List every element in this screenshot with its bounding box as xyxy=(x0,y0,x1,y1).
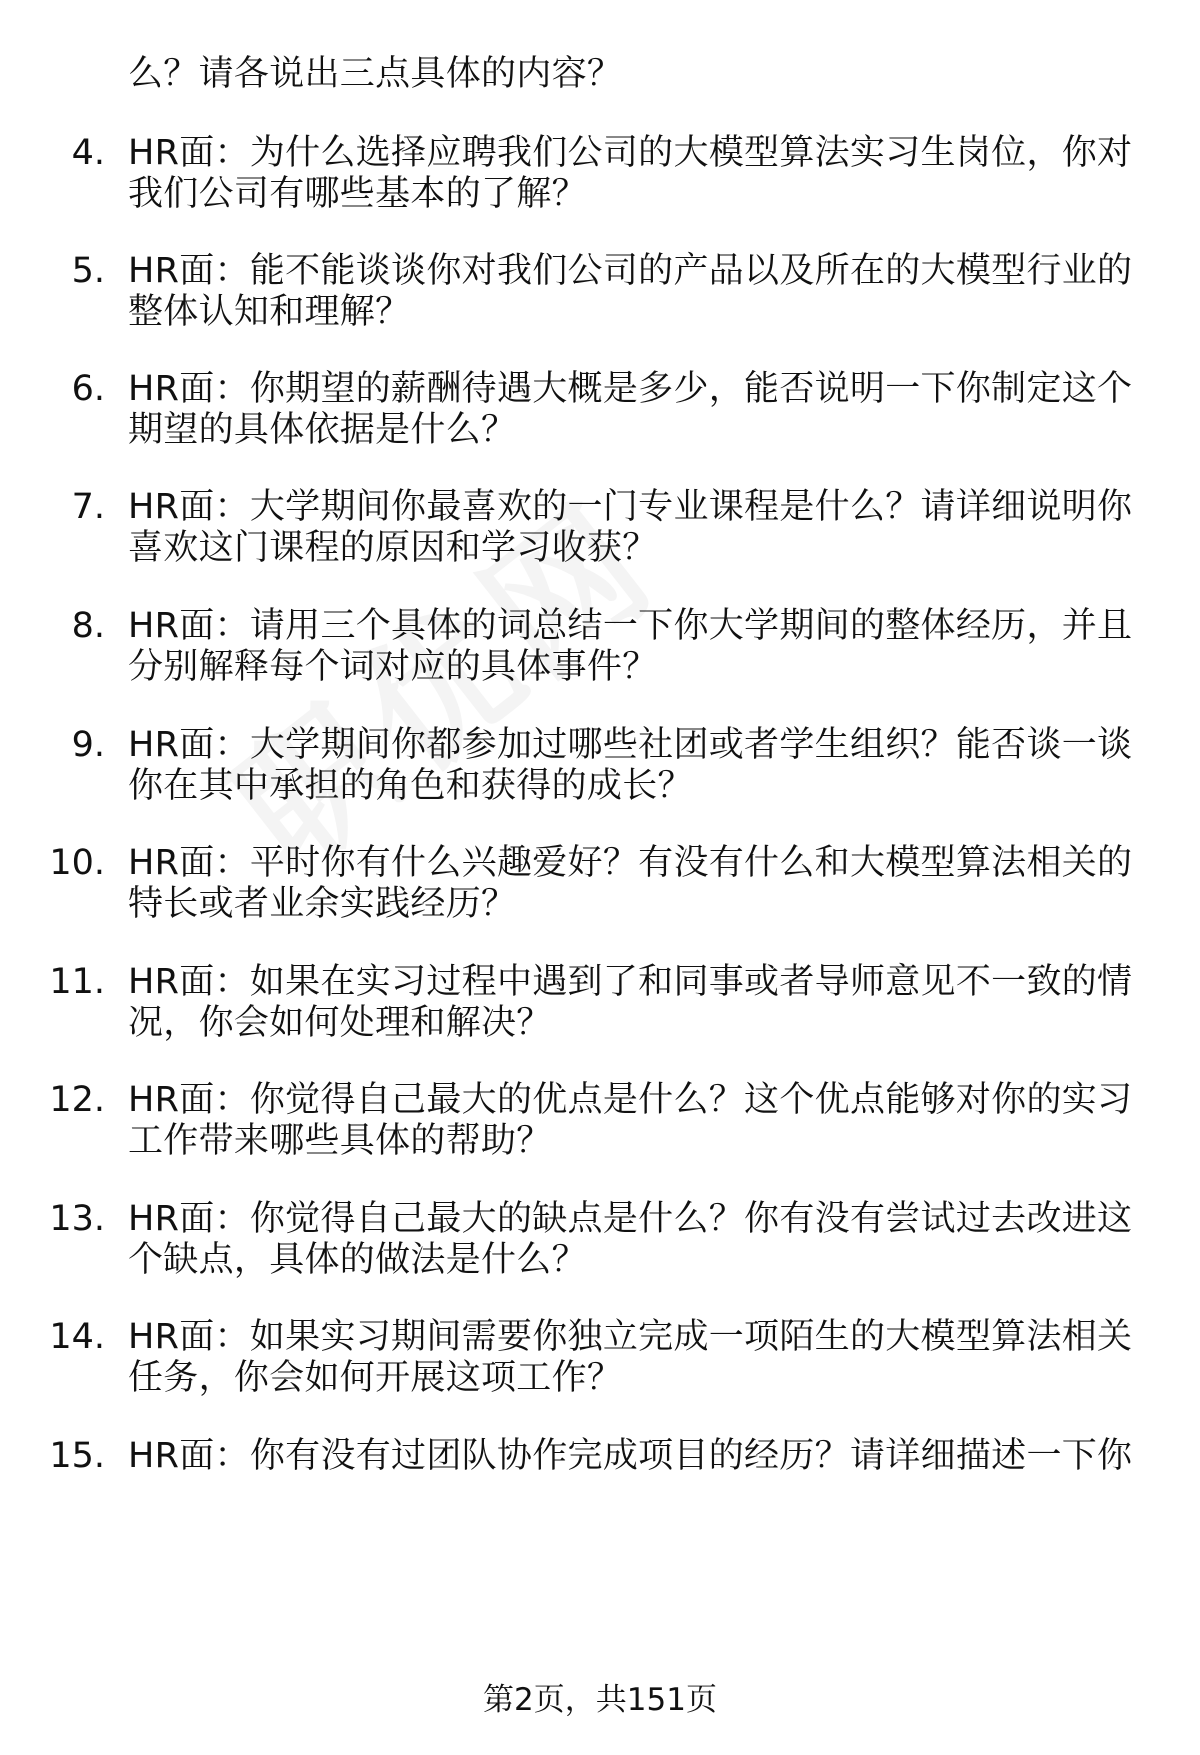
question-number: 14. xyxy=(49,1317,105,1357)
question-number: 6. xyxy=(71,369,105,409)
question-number: 11. xyxy=(49,962,105,1002)
question-number: 15. xyxy=(49,1436,105,1476)
question-line-1: HR面：大学期间你最喜欢的一门专业课程是什么？请详细说明你 xyxy=(128,487,1133,527)
question-line-1: HR面：大学期间你都参加过哪些社团或者学生组织？能否谈一谈 xyxy=(128,725,1133,765)
question-line-1: HR面：你觉得自己最大的优点是什么？这个优点能够对你的实习 xyxy=(128,1080,1133,1120)
question-number: 9. xyxy=(71,725,105,765)
page-footer: 第2页，共151页 xyxy=(483,1682,717,1718)
question-line-1: HR面：能不能谈谈你对我们公司的产品以及所在的大模型行业的 xyxy=(128,251,1133,291)
question-line-1: HR面：为什么选择应聘我们公司的大模型算法实习生岗位，你对 xyxy=(128,133,1133,173)
question-line-1: HR面：你期望的薪酬待遇大概是多少，能否说明一下你制定这个 xyxy=(128,369,1133,409)
question-number: 4. xyxy=(71,133,105,173)
question-line-2: 个缺点，具体的做法是什么？ xyxy=(128,1240,587,1280)
question-line-1: HR面：请用三个具体的词总结一下你大学期间的整体经历，并且 xyxy=(128,606,1133,646)
question-line-1: HR面：你觉得自己最大的缺点是什么？你有没有尝试过去改进这 xyxy=(128,1199,1133,1239)
question-line-2: 特长或者业余实践经历？ xyxy=(128,884,517,924)
question-line-2: 分别解释每个词对应的具体事件？ xyxy=(128,647,658,687)
question-line-1: HR面：如果在实习过程中遇到了和同事或者导师意见不一致的情 xyxy=(128,962,1133,1002)
question-number: 12. xyxy=(49,1080,105,1120)
question-line-2: 任务，你会如何开展这项工作？ xyxy=(128,1358,623,1398)
question-line-2: 况，你会如何处理和解决？ xyxy=(128,1003,552,1043)
question-number: 10. xyxy=(49,843,105,883)
question-line-2: 我们公司有哪些基本的了解？ xyxy=(128,174,587,214)
question-number: 5. xyxy=(71,251,105,291)
question-line-2: 整体认知和理解？ xyxy=(128,292,411,332)
question-number: 13. xyxy=(49,1199,105,1239)
question-line-1: HR面：如果实习期间需要你独立完成一项陌生的大模型算法相关 xyxy=(128,1317,1133,1357)
question-line-2: 你在其中承担的角色和获得的成长？ xyxy=(128,766,693,806)
question-line-2: 期望的具体依据是什么？ xyxy=(128,410,517,450)
question-line-1: HR面：你有没有过团队协作完成项目的经历？请详细描述一下你 xyxy=(128,1436,1133,1476)
question-number: 8. xyxy=(71,606,105,646)
question-line-2: 喜欢这门课程的原因和学习收获？ xyxy=(128,528,658,568)
question-number: 7. xyxy=(71,487,105,527)
continuation-text: 么？请各说出三点具体的内容？ xyxy=(128,54,623,94)
question-line-2: 工作带来哪些具体的帮助？ xyxy=(128,1121,552,1161)
question-line-1: HR面：平时你有什么兴趣爱好？有没有什么和大模型算法相关的 xyxy=(128,843,1133,883)
